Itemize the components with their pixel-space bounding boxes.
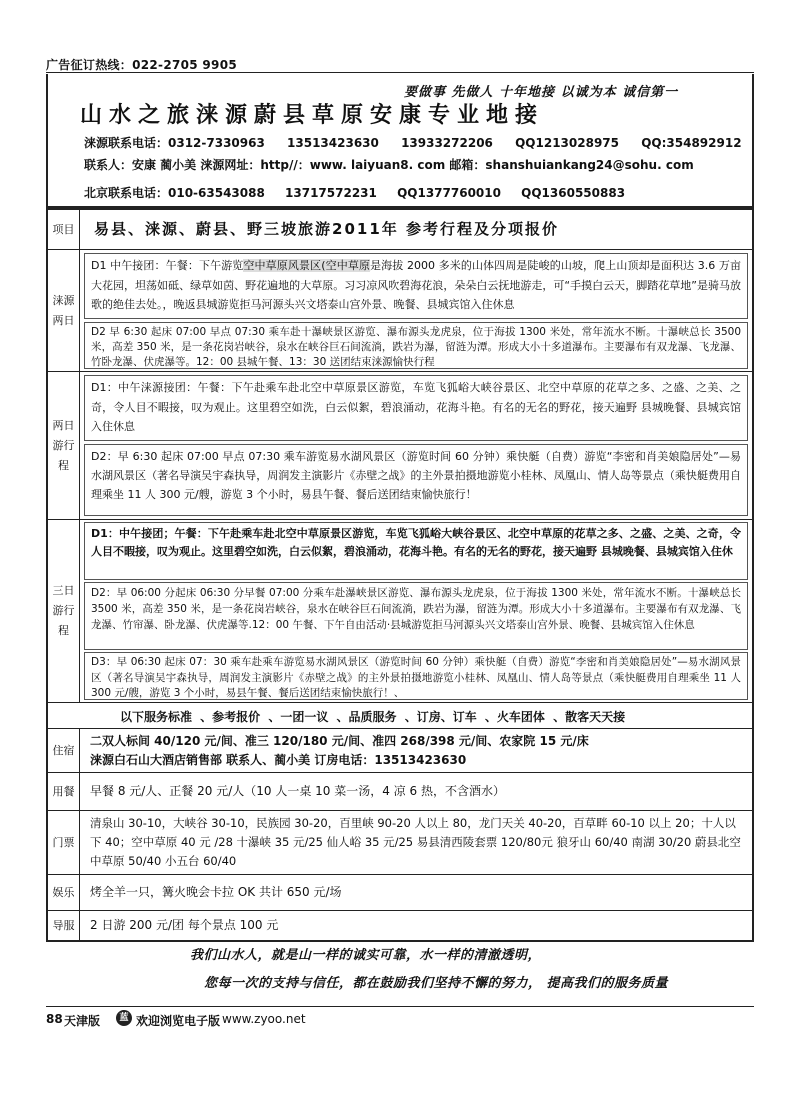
ad-hotline: 广告征订热线：022-2705 9905 bbox=[46, 58, 238, 72]
lodging-row bbox=[48, 729, 752, 773]
laiyuan-phone: 涞源联系电话：0312-7330963 bbox=[84, 136, 265, 150]
services-banner bbox=[48, 703, 752, 729]
band-label-laiyuan: 涞源两日 bbox=[48, 250, 80, 371]
itinerary-table bbox=[46, 208, 754, 942]
publisher-logo-icon: 蓝 bbox=[116, 1010, 132, 1026]
page-number: 88 bbox=[46, 1012, 63, 1026]
day-text: D3：早 06:30 起床 07：30 乘车赴乘车游览易水湖风景区（游览时间 60 分钟）乘快艇（自费）游览“李密和肖美娘隐居处”—易水湖风景区（著名导演吴宇森执导，周润发主演影片《赤壁之战》的主外景拍摄地游览小桂林、凤凰山、情人岛等景点（乘快艇费用自理乘坐 11 人 300 元/艘，游览 3 个小时，易县午餐、餐后送团结束愉快旅行！、 bbox=[91, 656, 741, 699]
table-title-row bbox=[48, 210, 752, 250]
laiyuan-contact-line bbox=[84, 134, 758, 151]
title-row-label: 项目 bbox=[48, 210, 80, 249]
beijing-qq-2: QQ1360550883 bbox=[521, 186, 626, 200]
day-block bbox=[84, 582, 748, 650]
day-text: D1：中午涞源接团：午餐：下午赴乘车赴北空中草原景区游览，车览飞狐峪大峡谷景区、北空中草原的花草之多、之盛、之美、之奇，令人目不暇接，叹为观止。这里碧空如洗，白云似絮，碧浪涌动，花海斗艳。有名的无名的野花，接天遍野 县城晚餐、县城宾馆入住休息 bbox=[91, 381, 741, 433]
headline: 山水之旅涞源蔚县草原安康专业地接 bbox=[80, 102, 545, 128]
day-block bbox=[84, 444, 748, 516]
entertainment-text: 烤全羊一只，篝火晚会卡拉 OK 共计 650 元/场 bbox=[90, 885, 342, 899]
day-block bbox=[84, 322, 748, 369]
beijing-contact-line bbox=[84, 184, 641, 201]
highlight-scenic-spot: 空中草原风景区(空中草原 bbox=[243, 259, 371, 272]
lodging-label: 住宿 bbox=[48, 729, 80, 772]
itinerary-band-three-day bbox=[48, 520, 752, 703]
services-text: 以下服务标准 、参考报价 、一团一议 、品质服务 、订房、订车 、火车团体 、散客天天接 bbox=[120, 710, 626, 724]
day-block bbox=[84, 522, 748, 580]
day-text-cont: 是海拔 2000 多米的山体四周是陡峻的山坡，爬上山顶却是面积达 3.6 万亩大花园，坦荡如砥、绿草如茵、野花遍地的大草原。习习凉风吹碧海花浪，朵朵白云抚地游走，可“手摸白云天，脚踏花草地”是骑马放歌的绝佳去处。，晚返县城游览拒马河源头兴文塔泰山宫外景、晚餐、县城宾馆入住休息 bbox=[91, 259, 741, 311]
tickets-text: 清泉山 30-10，大峡谷 30-10，民族园 30-20，百里峡 90-20 人以上 80，龙门天关 40-20，百草畔 60-10 以上 20；十人以下 40；空中草原 40 元 /28 十瀑峡 35 元/25 仙人峪 35 元/25 易县清西陵套票 120/80元 狼牙山 60/40 南湖 30/20 蔚县北空中草原 50/40 小五台 60/40 bbox=[90, 816, 741, 868]
agency-header bbox=[46, 74, 754, 208]
day-text: D2 早 6:30 起床 07:00 早点 07:30 乘车赴十瀑峡景区游览、瀑布源头龙虎泉，位于海拔 1300 米处，常年流水不断。十瀑峡总长 3500 米，高差 350 米，是一条花岗岩峡谷，泉水在峡谷巨石间流淌，跌岩为瀑，留涟为潭。形成大小十多道瀑布。主要瀑布有双龙瀑、飞龙瀑、竹卧龙瀑、伏虎瀑等。12：00 县城午餐、13：30 送团结束涞源愉快行程 bbox=[91, 326, 741, 368]
guide-text: 2 日游 200 元/团 每个景点 100 元 bbox=[90, 918, 279, 932]
meals-label: 用餐 bbox=[48, 773, 80, 810]
guide-label: 导服 bbox=[48, 911, 80, 940]
welcome-text: 欢迎浏览电子版 bbox=[136, 1014, 221, 1028]
itinerary-band-two-day bbox=[48, 372, 752, 520]
day-block bbox=[84, 375, 748, 441]
itinerary-band-laiyuan bbox=[48, 250, 752, 372]
table-title: 易县、涞源、蔚县、野三坡旅游2011年 参考行程及分项报价 bbox=[94, 220, 559, 238]
day-text: D1 中午接团：午餐：下午游览 bbox=[91, 259, 244, 272]
day-block bbox=[84, 253, 748, 319]
lodging-prices: 二双人标间 40/120 元/间、准三 120/180 元/间、准四 268/398 元/间、农家院 15 元/床 bbox=[90, 734, 589, 748]
beijing-mobile: 13717572231 bbox=[285, 186, 377, 200]
mobile-2: 13933272206 bbox=[401, 136, 493, 150]
entertainment-label: 娱乐 bbox=[48, 875, 80, 910]
day-text: D2：早 06:00 分起床 06:30 分早餐 07:00 分乘车赴瀑峡景区游览、瀑布源头龙虎泉，位于海拔 1300 米处，常年流水不断。十瀑峡总长 3500 米，高差 350 米，是一条花岗岩峡谷，泉水在峡谷巨石间流淌，跌岩为瀑，留涟为潭。形成大小十多道瀑布。主要瀑布有双龙瀑、飞龙瀑、竹帘瀑、卧龙瀑、伏虎瀑等.12：00 午餐、下午自由活动·县城游览拒马河源头兴文塔泰山宫外景、晚餐、县城宾馆入住休息 bbox=[91, 587, 741, 631]
motto-line-1: 我们山水人，就是山一样的诚实可靠，水一样的清澈透明， bbox=[190, 948, 542, 963]
qq-2: QQ:354892912 bbox=[641, 136, 742, 150]
top-divider bbox=[46, 72, 754, 73]
qq-1: QQ1213028975 bbox=[515, 136, 620, 150]
meals-text: 早餐 8 元/人、正餐 20 元/人（10 人一桌 10 菜一汤，4 凉 6 热，不含酒水） bbox=[90, 784, 505, 798]
beijing-qq-1: QQ1377760010 bbox=[397, 186, 501, 200]
band-label-two-day: 两日游行程 bbox=[48, 372, 80, 519]
meals-row bbox=[48, 773, 752, 811]
guide-row bbox=[48, 911, 752, 940]
motto-line-2: 您每一次的支持与信任，都在鼓励我们坚持不懈的努力， 提高我们的服务质量 bbox=[204, 976, 669, 991]
entertainment-row bbox=[48, 875, 752, 911]
tickets-row bbox=[48, 811, 752, 875]
day-text: D2：早 6:30 起床 07:00 早点 07:30 乘车游览易水湖风景区（游览时间 60 分钟）乘快艇（自费）游览“李密和肖美娘隐居处”—易水湖风景区（著名导演吴宇森执导，周润发主演影片《赤壁之战》的主外景拍摄地游览小桂林、凤凰山、情人岛等景点（乘快艇费用自理乘坐 11 人 300 元/艘，游览 3 个小时，易县午餐、餐后送团结束愉快旅行！ bbox=[91, 450, 741, 501]
page-footer bbox=[46, 1006, 754, 1030]
contact-person-line: 联系人：安康 蔺小美 涞源网址：http//：www. laiyuan8. com 邮箱：shanshuiankang24@sohu. com bbox=[84, 158, 694, 172]
publication-edition: 天津版 bbox=[64, 1014, 101, 1028]
tickets-label: 门票 bbox=[48, 811, 80, 874]
website-url: www.zyoo.net bbox=[222, 1012, 306, 1026]
day-text: D1：中午接团；午餐：下午赴乘车赴北空中草原景区游览，车览飞狐峪大峡谷景区、北空中草原的花草之多、之盛、之美、之奇，令人目不暇接，叹为观止。这里碧空如洗，白云似絮，碧浪涌动，花海斗艳。有名的无名的野花，接天遍野 县城晚餐、县城宾馆入住休 bbox=[91, 527, 741, 558]
beijing-phone: 北京联系电话：010-63543088 bbox=[84, 186, 265, 200]
band-label-three-day: 三日游行程 bbox=[48, 520, 80, 702]
mobile-1: 13513423630 bbox=[287, 136, 379, 150]
slogan: 要做事 先做人 十年地接 以诚为本 诚信第一 bbox=[404, 85, 679, 100]
lodging-hotel: 涞源白石山大酒店销售部 联系人、蔺小美 订房电话：13513423630 bbox=[90, 753, 467, 767]
day-block bbox=[84, 652, 748, 700]
